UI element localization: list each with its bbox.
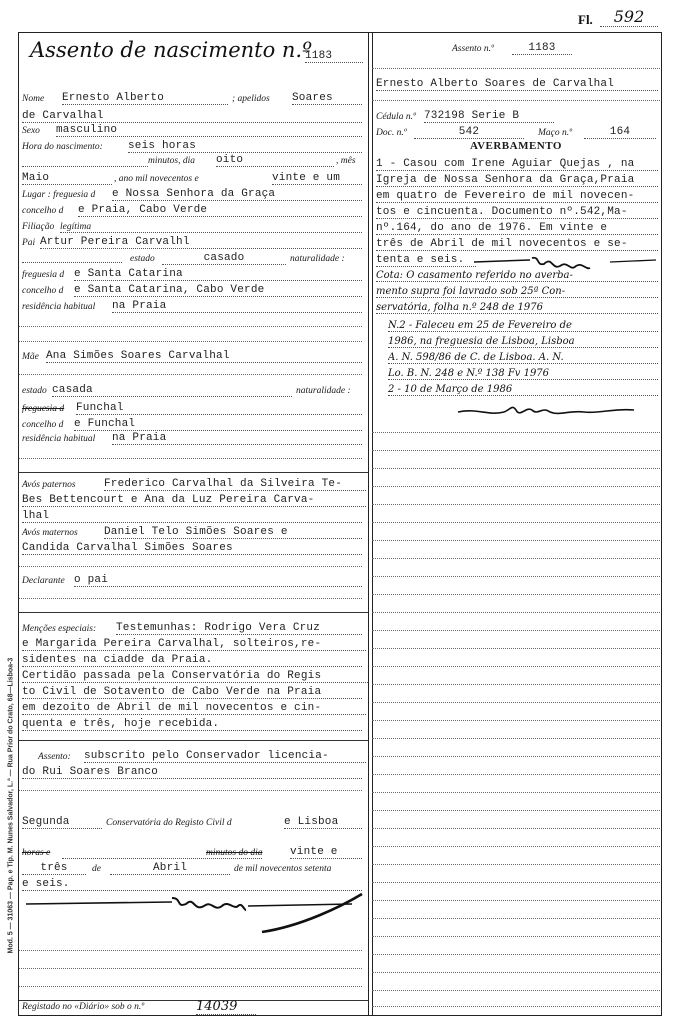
pai-residencia-label: residência habitual <box>22 302 96 312</box>
blank-line <box>372 450 660 451</box>
mae-label: Mãe <box>22 352 39 362</box>
lugar-concelho-label: concelho d <box>22 206 64 216</box>
cedula-label: Cédula n.º <box>376 112 416 122</box>
pai-concelho: e Santa Catarina, Cabo Verde <box>74 284 362 297</box>
pai-concelho-label: concelho d <box>22 286 64 296</box>
doc-label: Doc. n.º <box>376 128 407 138</box>
mes-value: Maio <box>22 172 112 185</box>
blank-line <box>372 918 660 919</box>
blank-line <box>372 954 660 955</box>
mencoes-1: Testemunhas: Rodrigo Vera Cruz <box>116 622 362 635</box>
blank-line <box>372 558 660 559</box>
averbamento-7: tenta e seis. <box>376 254 476 267</box>
pai-naturalidade-label: naturalidade : <box>290 254 345 264</box>
mencoes-7: quenta e três, hoje recebida. <box>22 718 362 731</box>
mencoes-3: sidentes na ciadde da Praia. <box>22 654 362 667</box>
lugar-label: Lugar : freguesia d <box>22 190 96 200</box>
hora-label: Hora do nascimento: <box>22 142 103 152</box>
avos-maternos-label: Avós maternos <box>22 528 78 538</box>
lugar-concelho: e Praia, Cabo Verde <box>78 204 362 217</box>
blank-line <box>372 540 660 541</box>
handwritten-note-4: N.2 - Faleceu em 25 de Fevereiro de <box>388 320 658 332</box>
mae-estado-label: estado <box>22 386 47 396</box>
conservatoria-ordinal: Segunda <box>22 816 102 829</box>
mae-concelho: e Funchal <box>74 418 362 431</box>
blank-line <box>372 846 660 847</box>
blank-line <box>19 598 362 599</box>
pai-label: Pai <box>22 238 36 248</box>
blank-line <box>372 864 660 865</box>
column-divider <box>368 32 369 1016</box>
averbamento-3: em quatro de Fevereiro de mil novecen- <box>376 190 658 203</box>
column-divider-inner <box>372 32 373 1016</box>
blank-line <box>372 100 660 101</box>
pai-blank <box>22 252 122 263</box>
blank-line <box>372 972 660 973</box>
ano-label: , ano mil novecentos e <box>114 174 199 184</box>
apelidos-value-2: de Carvalhal <box>22 110 362 123</box>
pai-estado: casado <box>162 252 286 265</box>
blank-line <box>19 968 362 969</box>
blank-line <box>372 828 660 829</box>
right-name: Ernesto Alberto Soares de Carvalhal <box>376 78 658 91</box>
signature-mark-right-2 <box>454 398 644 422</box>
blank-line <box>372 432 660 433</box>
mes-final: Abril <box>110 862 230 875</box>
blank-line <box>19 458 362 459</box>
mae-concelho-label: concelho d <box>22 420 64 430</box>
mae-freguesia-label: freguesia d <box>22 404 65 414</box>
conservatoria-label: Conservatória do Registo Civil d <box>106 818 232 828</box>
minutos-label: minutos, dia <box>148 156 195 166</box>
dia-final: vinte e <box>290 846 362 859</box>
nome-value: Ernesto Alberto <box>62 92 228 105</box>
blank-line <box>372 612 660 613</box>
blank-line <box>372 648 660 649</box>
blank-line <box>372 576 660 577</box>
avos-paternos-1: Frederico Carvalhal da Silveira Te- <box>104 478 366 491</box>
filiacao-label: Filiação <box>22 222 55 232</box>
minutos-do-dia-label: minutos do dia <box>206 848 263 858</box>
mencoes-2: e Margarida Pereira Carvalhal, solteiros,re- <box>22 638 366 651</box>
hora-value: seis horas <box>128 140 362 153</box>
registado-label: Registado no «Diário» sob o n.º <box>22 1002 145 1012</box>
blank-line <box>372 1006 660 1007</box>
blank-line <box>19 326 362 327</box>
mencoes-5: to Civil de Sotavento de Cabo Verde na Praia <box>22 686 362 699</box>
averbamento-1: 1 - Casou com Irene Aguiar Quejas , na <box>376 158 658 171</box>
blank-line <box>372 882 660 883</box>
sexo-label: Sexo <box>22 126 40 136</box>
averbamento-4: tos e cincuenta. Documento nº.542,Ma- <box>376 206 658 219</box>
pai-freguesia: e Santa Catarina <box>74 268 362 281</box>
hora-blank <box>22 156 148 167</box>
averbamento-2: Igreja de Nossa Senhora da Graça,Praia <box>376 174 658 187</box>
blank-line <box>372 522 660 523</box>
cedula-value: 732198 Serie B <box>424 110 554 123</box>
handwritten-note-8: 2 - 10 de Março de 1986 <box>388 384 658 396</box>
ano-value: vinte e um <box>272 172 362 185</box>
sexo-value: masculino <box>56 124 362 137</box>
mil-label: de mil novecentos setenta <box>234 864 332 874</box>
blank-line <box>372 504 660 505</box>
mae-naturalidade-label: naturalidade : <box>296 386 351 396</box>
assento-1: subscrito pelo Conservador licencia- <box>84 750 366 763</box>
avos-maternos-1: Daniel Telo Simões Soares e <box>104 526 362 539</box>
ano-final: e seis. <box>22 878 362 891</box>
maco-label: Maço n.º <box>538 128 573 138</box>
pai-value: Artur Pereira Carvalhl <box>40 236 362 249</box>
averbamento-5: nº.164, do ano de 1976. Em vinte e <box>376 222 658 235</box>
doc-value: 542 <box>414 126 524 139</box>
averbamento-title: AVERBAMENTO <box>470 140 562 152</box>
maco-value: 164 <box>584 126 656 139</box>
avos-paternos-label: Avós paternos <box>22 480 76 490</box>
filiacao-value: legítima <box>60 222 362 233</box>
signature-mark-left <box>22 886 368 936</box>
mae-residencia-label: residência habitual <box>22 434 96 444</box>
blank-line <box>372 738 660 739</box>
nome-label: Nome <box>22 94 45 104</box>
section-separator <box>19 472 368 473</box>
mencoes-label: Menções especiais: <box>22 624 97 634</box>
apelidos-value: Soares <box>292 92 362 105</box>
page-title: Assento de nascimento n.º <box>30 38 312 62</box>
section-separator <box>19 612 368 613</box>
avos-maternos-2: Candida Carvalhal Simões Soares <box>22 542 362 555</box>
registado-value: 14039 <box>196 999 256 1015</box>
mencoes-4: Certidão passada pela Conservatória do Regis <box>22 670 368 683</box>
mae-freguesia: Funchal <box>76 402 362 415</box>
blank-line <box>372 810 660 811</box>
mes-label: , mês <box>336 156 356 166</box>
blank-line <box>372 468 660 469</box>
blank-line <box>19 341 362 342</box>
section-separator <box>19 740 368 741</box>
pai-estado-label: estado <box>130 254 155 264</box>
blank-line <box>372 594 660 595</box>
assento-number: 1183 <box>305 50 363 63</box>
blank-line <box>372 792 660 793</box>
pai-freguesia-label: freguesia d <box>22 270 65 280</box>
blank-line <box>372 702 660 703</box>
blank-line <box>19 374 362 375</box>
blank-line <box>372 630 660 631</box>
conservatoria-value: e Lisboa <box>284 816 362 829</box>
blank-line <box>372 68 660 69</box>
blank-line <box>372 486 660 487</box>
dia-value: oito <box>216 154 334 167</box>
signature-mark-right-1 <box>470 248 662 272</box>
mae-residencia: na Praia <box>112 432 362 445</box>
handwritten-note-2: mento supra foi lavrado sob 25ª Con- <box>376 286 658 298</box>
averbamento-6: três de Abril de mil novecentos e se- <box>376 238 658 251</box>
right-assento-label: Assento n.º <box>452 44 494 54</box>
declarante-label: Declarante <box>22 576 65 586</box>
horas-label: horas e <box>22 848 51 858</box>
blank-line <box>372 774 660 775</box>
blank-line <box>372 720 660 721</box>
blank-line <box>372 684 660 685</box>
mae-value: Ana Simões Soares Carvalhal <box>46 350 362 363</box>
section-separator <box>19 1000 368 1001</box>
blank-line <box>372 900 660 901</box>
blank-line <box>19 790 362 791</box>
assento-label: Assento: <box>38 752 71 762</box>
blank-line <box>19 566 362 567</box>
dia-final-2: três <box>22 862 86 875</box>
pai-residencia: na Praia <box>112 300 362 313</box>
lugar-freguesia: e Nossa Senhora da Graça <box>112 188 362 201</box>
printer-imprint: Mod. 5 — 31063 — Pap. e Tip. M. Nunes Salvador, L.ª — Rua Prior do Crato, 68—Lisboa-3 <box>7 657 15 954</box>
folio-number: 592 <box>600 7 658 27</box>
blank-line <box>372 756 660 757</box>
avos-paternos-3: lhal <box>22 510 362 523</box>
handwritten-note-6: A. N. 598/86 de C. de Lisboa. A. N. <box>388 352 658 364</box>
handwritten-note-1: Cota: O casamento referido no averba- <box>376 270 658 282</box>
apelidos-label: ; apelidos <box>232 94 270 104</box>
mencoes-6: em dezoito de Abril de mil novecentos e cin- <box>22 702 366 715</box>
mae-estado: casada <box>52 384 292 397</box>
avos-paternos-2: Bes Bettencourt e Ana da Luz Pereira Carva- <box>22 494 366 507</box>
assento-2: do Rui Soares Branco <box>22 766 362 779</box>
blank-line <box>372 936 660 937</box>
handwritten-note-5: 1986, na freguesia de Lisboa, Lisboa <box>388 336 658 348</box>
blank-line <box>372 666 660 667</box>
handwritten-note-3: servatória, folha n.º 248 de 1976 <box>376 302 658 314</box>
handwritten-note-7: Lo. B. N. 248 e N.º 138 Fv 1976 <box>388 368 658 380</box>
right-assento-number: 1183 <box>512 42 572 55</box>
declarante-value: o pai <box>74 574 362 587</box>
folio-label: Fl. <box>578 12 593 27</box>
blank-line <box>372 990 660 991</box>
de-label: de <box>92 864 101 874</box>
blank-line <box>19 986 362 987</box>
blank-line <box>19 950 362 951</box>
